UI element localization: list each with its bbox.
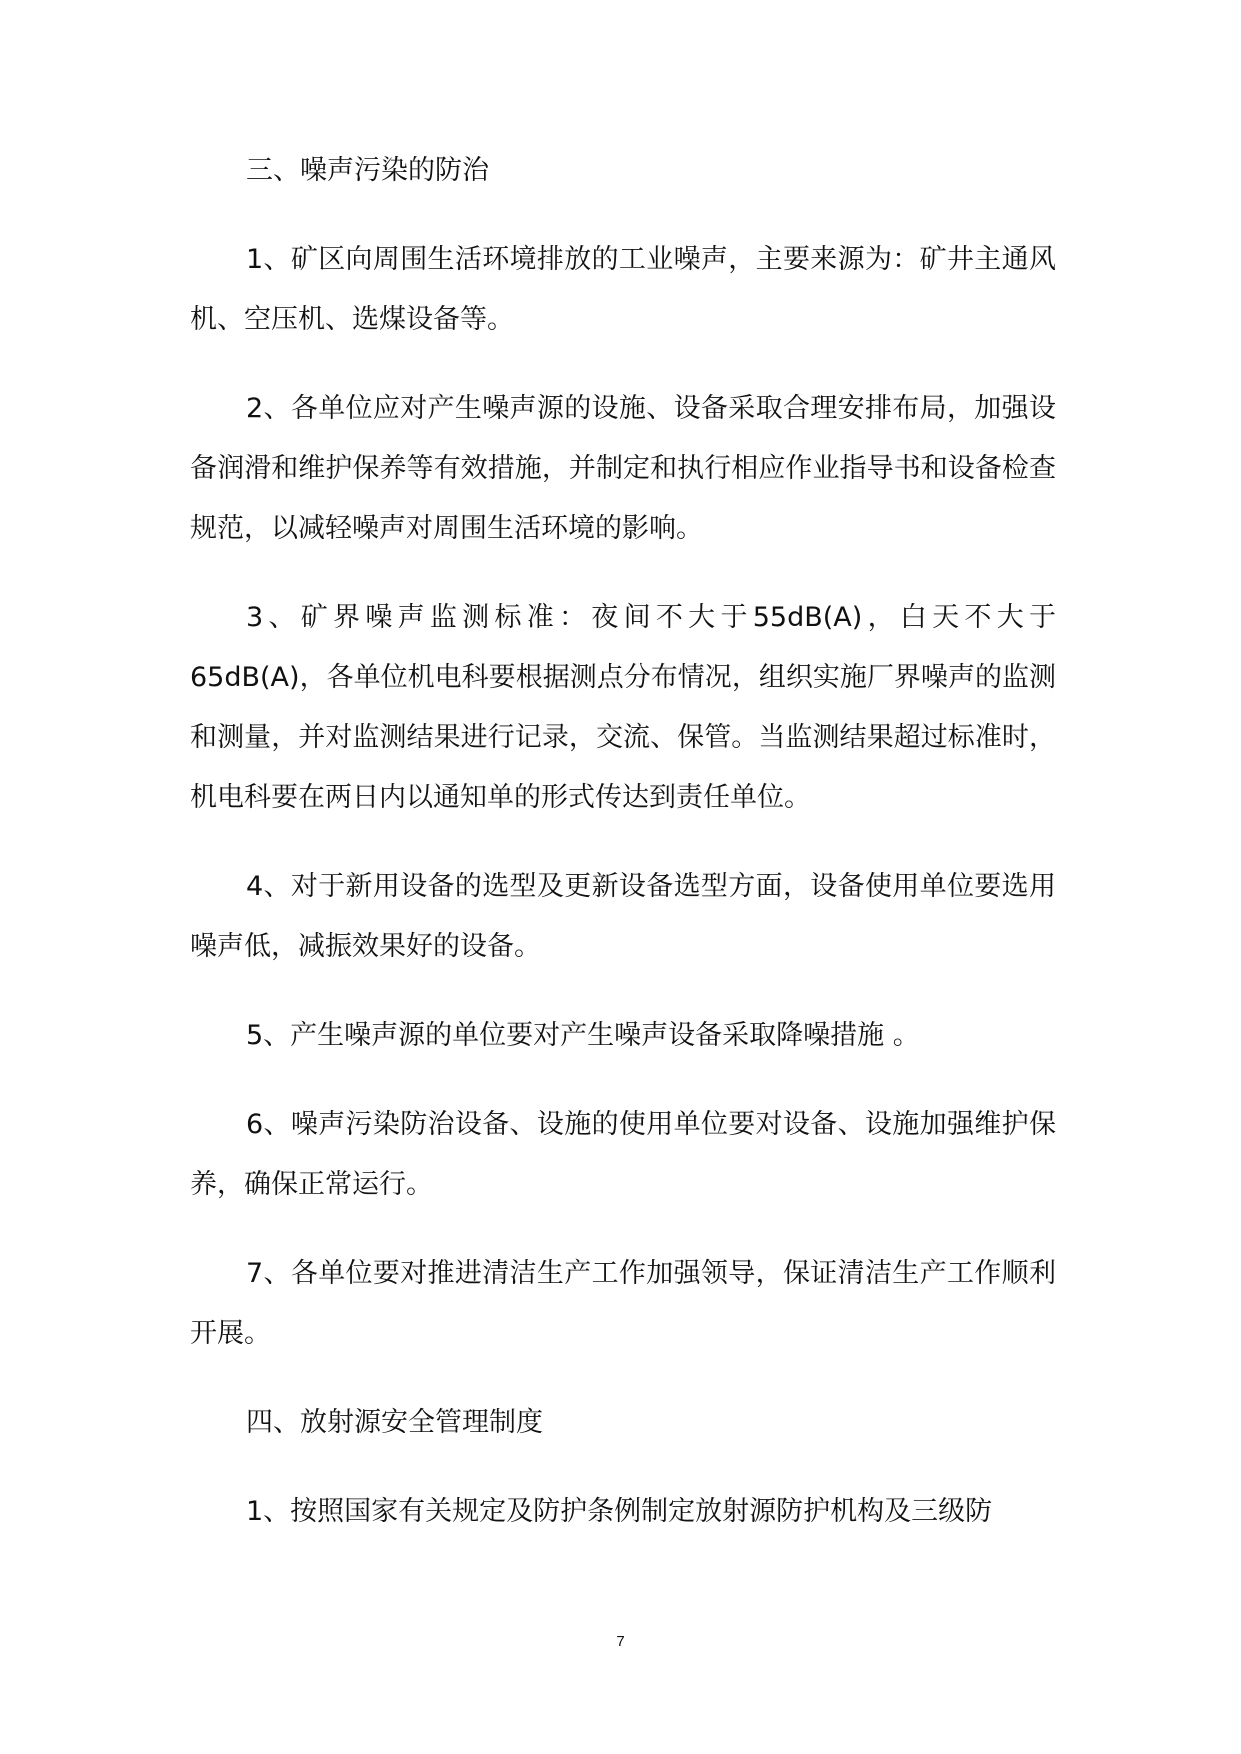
paragraph-5-noise-reduction: 5、产生噪声源的单位要对产生噪声设备采取降噪措施 。 (246, 1020, 920, 1051)
document-body (190, 141, 1056, 1542)
paragraph-4-equipment-selection: 4、对于新用设备的选型及更新设备选型方面，设备使用单位要选用噪声低，减振效果好的设备。 (190, 871, 1056, 962)
paragraph-1-radiation-protection: 1、按照国家有关规定及防护条例制定放射源防护机构及三级防 (246, 1496, 993, 1527)
paragraph-1-noise-sources: 1、矿区向周围生活环境排放的工业噪声，主要来源为：矿井主通风机、空压机、选煤设备等。 (190, 244, 1056, 335)
paragraph-6-maintenance: 6、噪声污染防治设备、设施的使用单位要对设备、设施加强维护保养，确保正常运行。 (190, 1109, 1056, 1200)
paragraph-2-equipment-layout: 2、各单位应对产生噪声源的设施、设备采取合理安排布局，加强设备润滑和维护保养等有效措施，并制定和执行相应作业指导书和设备检查规范，以减轻噪声对周围生活环境的影响。 (190, 393, 1056, 544)
section-heading-noise-control: 三、噪声污染的防治 (246, 155, 489, 186)
paragraph-3-monitoring-standard: 3、矿界噪声监测标准：夜间不大于55dB(A)，白天不大于65dB(A)，各单位机电科要根据测点分布情况，组织实施厂界噪声的监测和测量，并对监测结果进行记录，交流、保管。当监测结果超过标准时，机电科要在两日内以通知单的形式传达到责任单位。 (190, 602, 1056, 813)
section-heading-radiation-source: 四、放射源安全管理制度 (246, 1407, 543, 1438)
paragraph-7-clean-production: 7、各单位要对推进清洁生产工作加强领导，保证清洁生产工作顺利开展。 (190, 1258, 1056, 1349)
page-number: 7 (616, 1633, 625, 1650)
